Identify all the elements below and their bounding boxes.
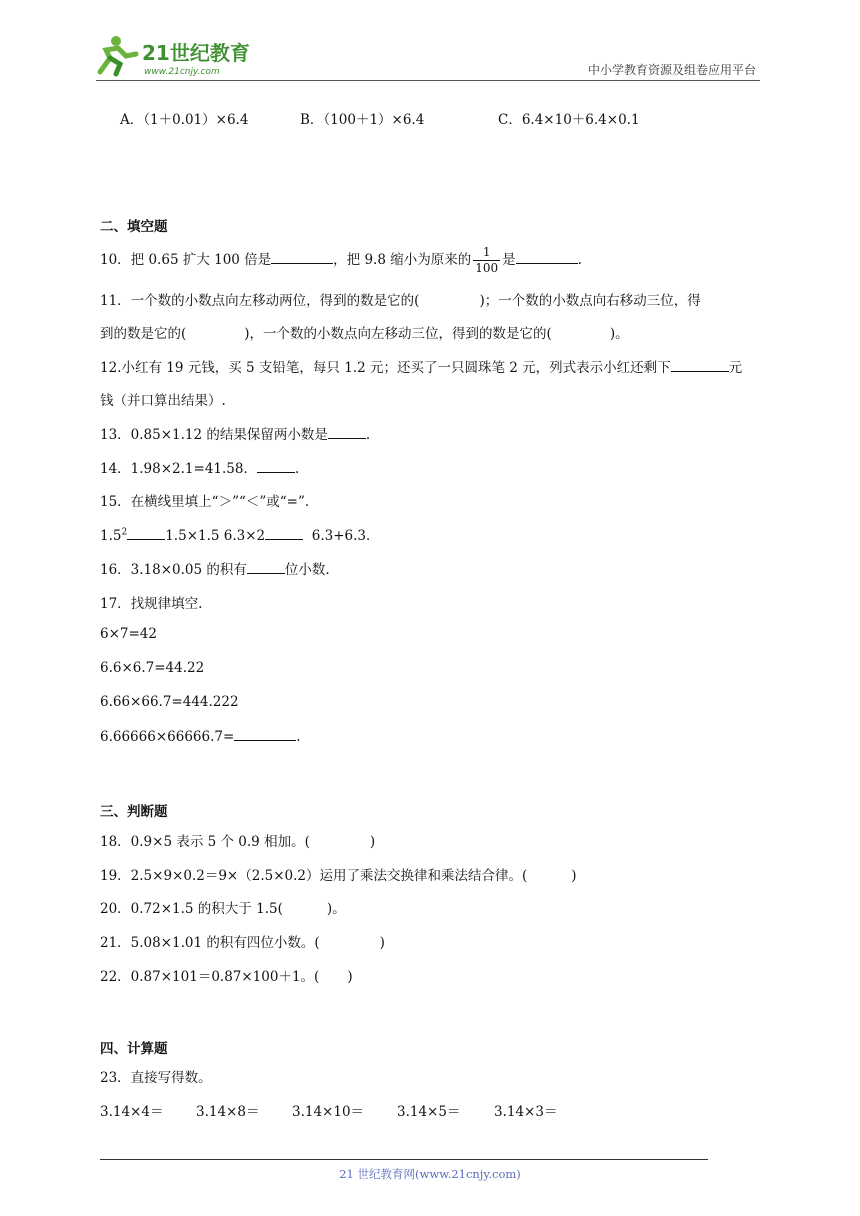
svg-text:www.21cnjy.com: www.21cnjy.com [144,67,220,77]
question-17-row: 6×7=42 [100,626,157,642]
calc-item: 3.14×10＝ [292,1104,365,1120]
answer-blank[interactable] [671,359,729,372]
answer-blank[interactable] [247,561,285,574]
answer-blank[interactable] [234,728,296,741]
option-a: A．（1＋0.01）×6.4 [120,112,249,128]
question-11-line1: 11．一个数的小数点向左移动两位，得到的数是它的( )；一个数的小数点向右移动三位，得 [100,293,701,309]
runner-logo-icon [92,34,262,80]
question-23-title: 23．直接写得数。 [100,1070,212,1086]
question-10: 10．把 0.65 扩大 100 倍是 ，把 9.8 缩小为原来的 $\frac{1}{100}$ 是 . [100,245,582,275]
section-title-fill-in: 二、填空题 [100,219,168,235]
question-20: 20．0.72×1.5 的积大于 1.5( )。 [100,901,346,917]
footer-divider [100,1159,708,1160]
question-17-row: 6.66×66.7=444.222 [100,694,239,710]
header-platform-text: 中小学教育资源及组卷应用平台 [587,63,756,77]
site-logo [92,34,262,80]
option-b: B．（100＋1）×6.4 [300,112,425,128]
section-title-calculation: 四、计算题 [100,1041,168,1057]
question-18: 18．0.9×5 表示 5 个 0.9 相加。( ) [100,834,376,850]
question-11-line2: 到的数是它的( )，一个数的小数点向左移动三位，得到的数是它的( )。 [100,326,629,342]
question-16: 16．3.18×0.05 的积有 位小数. [100,562,330,578]
svg-text:21世纪教育: 21世纪教育 [142,41,250,65]
question-13: 13．0.85×1.12 的结果保留两小数是 . [100,427,371,443]
question-17-title: 17．找规律填空. [100,596,203,612]
question-15-items: $1.5^2$ 1.5×1.5 6.3×2 6.3+6.3． [100,527,380,544]
section-title-judgement: 三、判断题 [100,804,168,820]
question-22: 22．0.87×101＝0.87×100＋1。( ) [100,969,353,985]
question-17-row: 6.6×6.7=44.22 [100,660,205,676]
calc-item: 3.14×3＝ [494,1104,558,1120]
footer-link[interactable]: 21 世纪教育网(www.21cnjy.com) [339,1167,521,1181]
question-15-instruction: 15．在横线里填上“＞”“＜”或“=”. [100,494,310,510]
calc-item: 3.14×4＝ [100,1104,164,1120]
answer-blank[interactable] [265,527,303,540]
answer-blank[interactable] [127,527,165,540]
question-12-line1: 12.小红有 19 元钱，买 5 支铅笔，每只 1.2 元；还买了一只圆珠笔 2 元，列式表示小红还剩下 元 [100,360,743,376]
question-19: 19．2.5×9×0.2＝9×（2.5×0.2）运用了乘法交换律和乘法结合律。( ) [100,868,577,884]
answer-blank[interactable] [328,426,366,439]
fraction: $\frac{1}{100}$ [475,245,499,275]
option-c: C．6.4×10＋6.4×0.1 [498,112,640,128]
question-17-row: 6.66666×66666.7= . [100,729,301,745]
question-12-line2: 钱（并口算出结果）. [100,393,226,409]
answer-blank[interactable] [271,251,333,264]
question-14: 14．1.98×2.1=41.58． . [100,461,300,477]
header-divider [96,80,760,81]
answer-blank[interactable] [257,460,295,473]
calc-item: 3.14×5＝ [397,1104,461,1120]
calc-item: 3.14×8＝ [196,1104,260,1120]
question-21: 21．5.08×1.01 的积有四位小数。( ) [100,935,385,951]
answer-blank[interactable] [516,251,578,264]
